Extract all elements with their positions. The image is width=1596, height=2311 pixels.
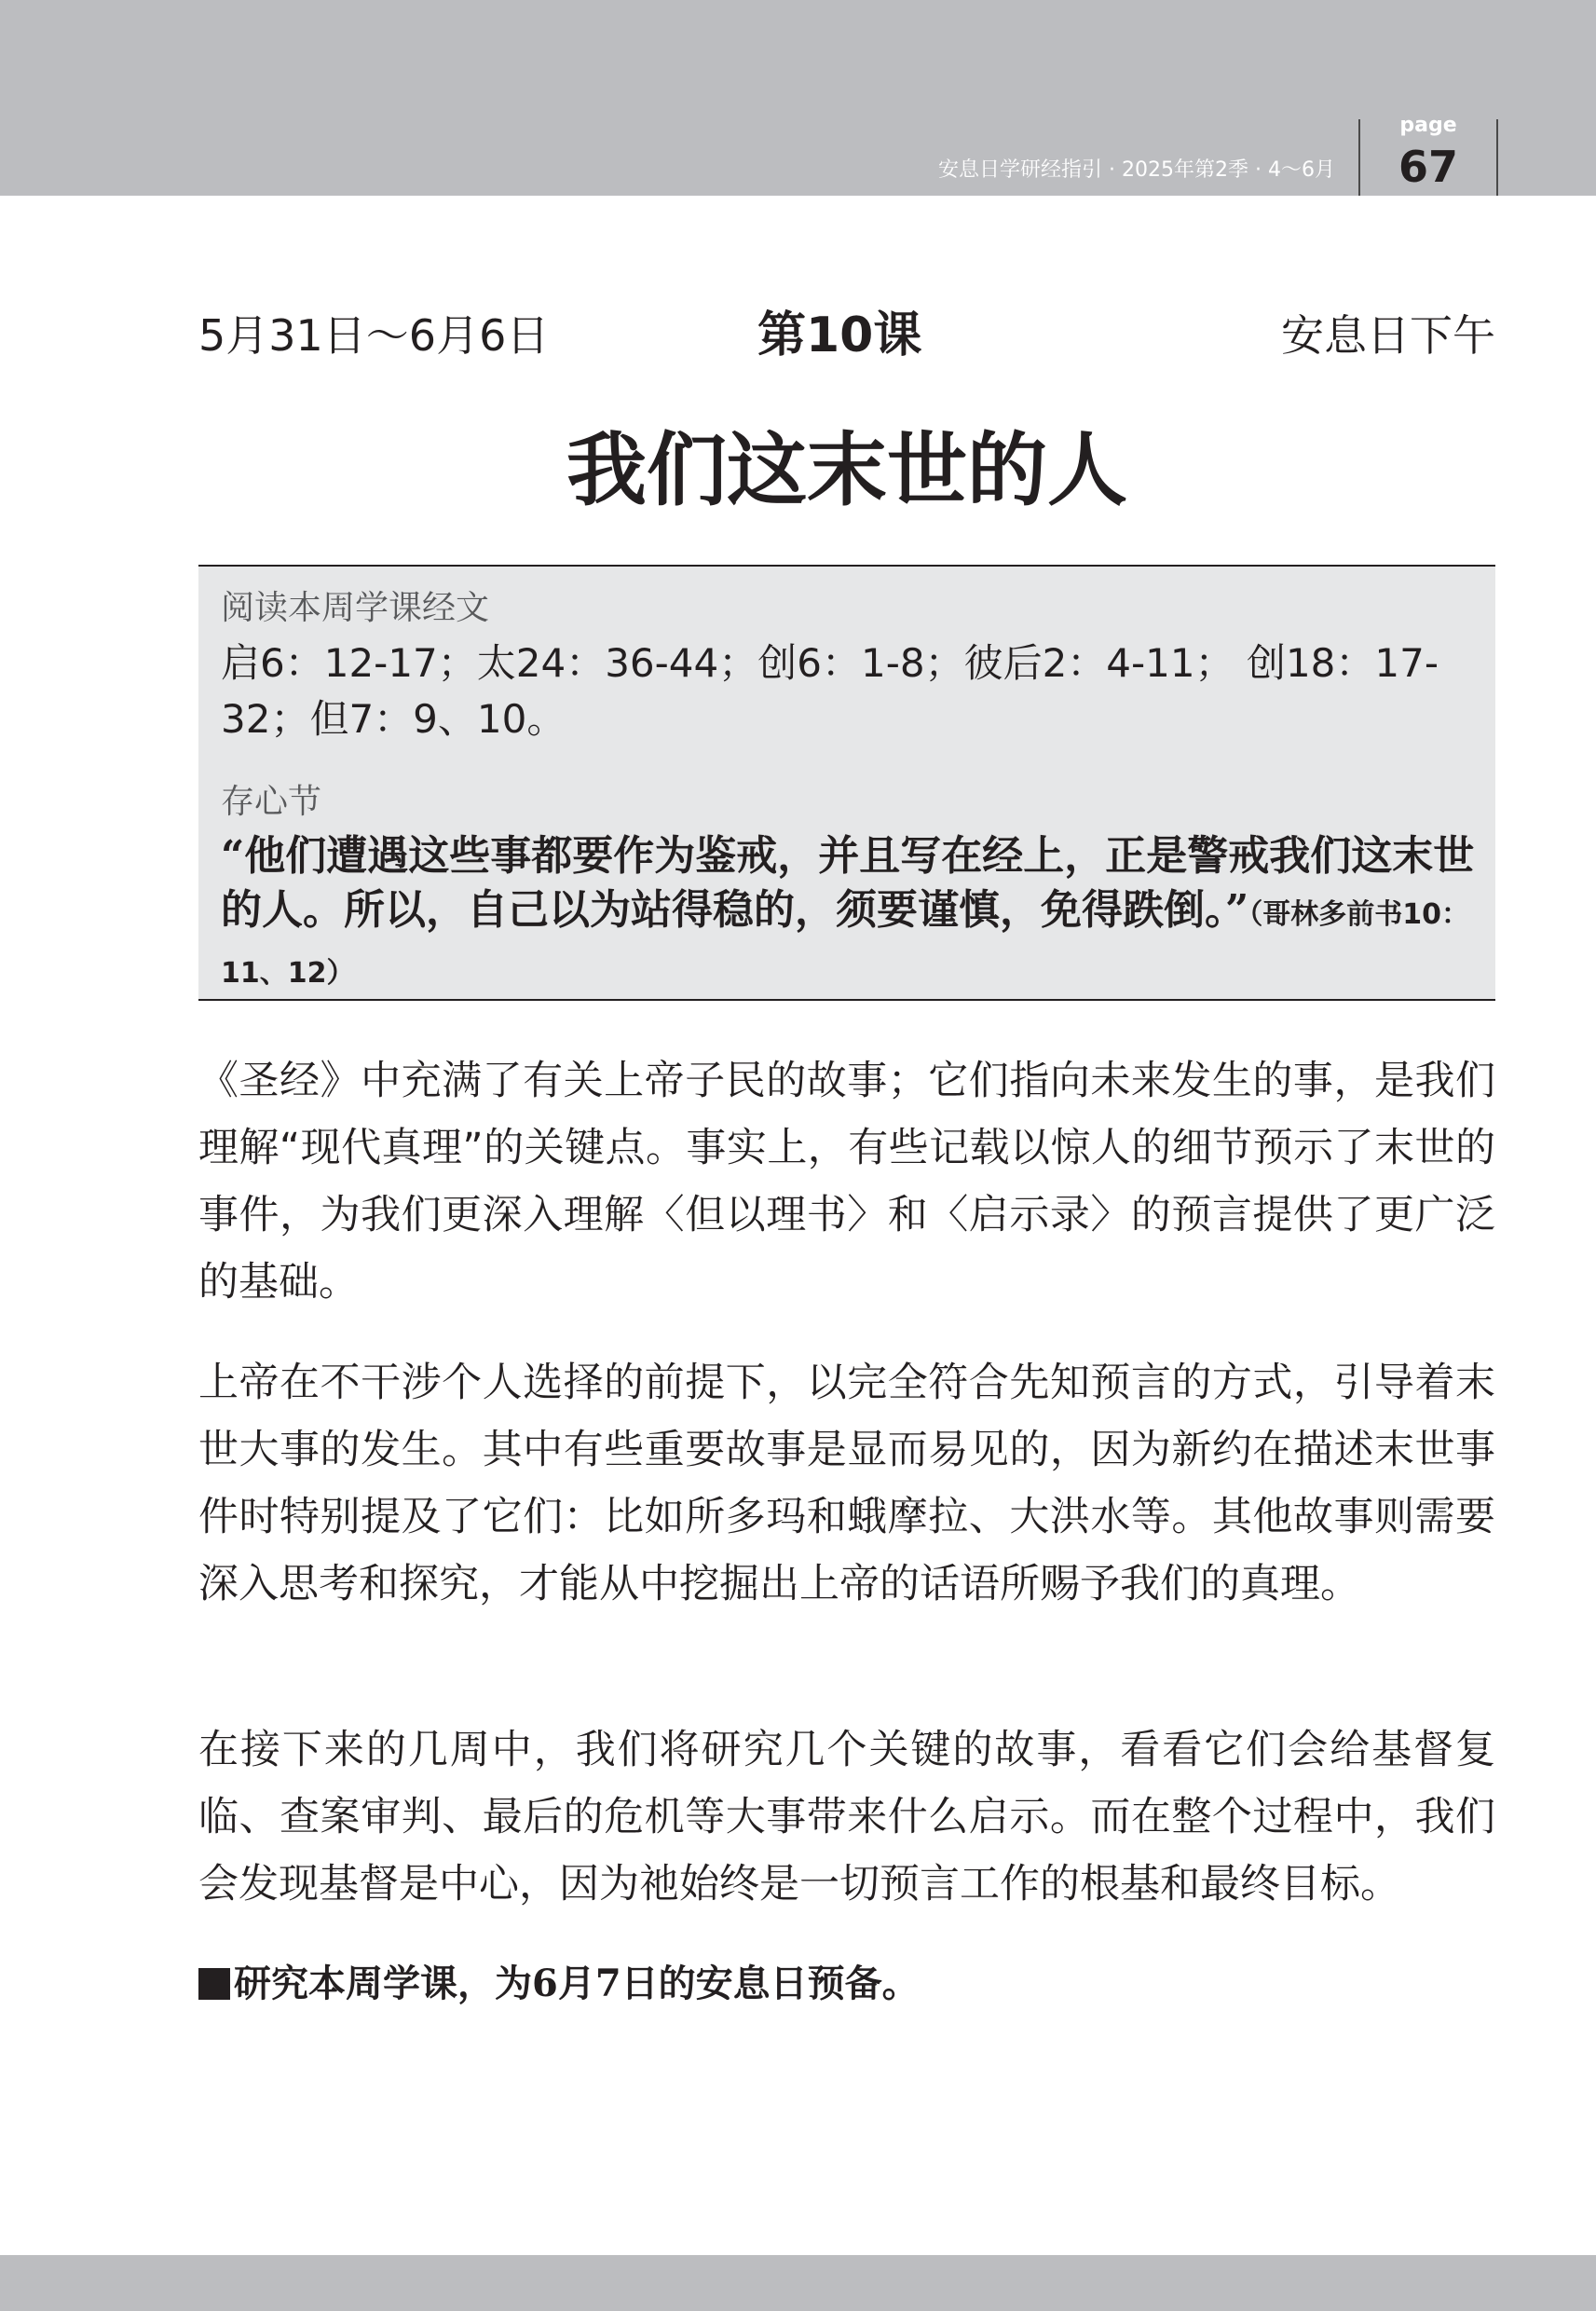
lesson-number: 第10课 [757, 308, 922, 363]
study-note [198, 1954, 1495, 2014]
body-paragraph-1: 《圣经》中充满了有关上帝子民的故事；它们指向未来发生的事，是我们理解“现代真理”的关键点。事实上，有些记载以惊人的细节预示了末世的事件，为我们更深入理解〈但以理书〉和〈启示录〉的预言提供了更广泛的基础。 [198, 1058, 1495, 1306]
publication-subtitle: 安息日学研经指引 · 2025年第2季 · 4～6月 [938, 158, 1335, 182]
memory-verse-heading: 存心节 [221, 783, 322, 821]
reading-text: 启6：12-17；太24：36-44；创6：1-8；彼后2：4-11； 创18：17-32；但7：9、10。 [221, 640, 1439, 742]
square-bullet-icon [198, 1968, 230, 2000]
reading-heading: 阅读本周学课经文 [221, 589, 490, 627]
page-label: page [1399, 114, 1457, 137]
memory-verse-reference: （哥林多前书10：11、12） [221, 898, 1470, 990]
memory-verse [221, 829, 1479, 1001]
header-band [0, 0, 1596, 196]
page-box-divider [1358, 119, 1360, 196]
body-paragraph-3: 在接下来的几周中，我们将研究几个关键的故事，看看它们会给基督复临、查案审判、最后的危机等大事带来什么启示。而在整个过程中，我们会发现基督是中心，因为祂始终是一切预言工作的根基和最终目标。 [198, 1727, 1495, 1908]
lesson-dates: 5月31日～6月6日 [198, 310, 550, 361]
reading-box [198, 565, 1495, 1001]
page-number: 67 [1398, 142, 1458, 192]
lesson-day: 安息日下午 [1281, 310, 1495, 361]
lesson-title: 我们这末世的人 [566, 423, 1127, 517]
memory-verse-text: “他们遭遇这些事都要作为鉴戒，并且写在经上，正是警戒我们这末世的人。所以，自己以为站得稳的，须要谨慎，免得跌倒。” [221, 832, 1475, 934]
lesson-info-row [198, 308, 1495, 363]
study-note-text: 研究本周学课，为6月7日的安息日预备。 [234, 1962, 920, 2005]
page-box-right-border [1496, 119, 1498, 196]
body-paragraph-2: 上帝在不干涉个人选择的前提下，以完全符合先知预言的方式，引导着末世大事的发生。其中有些重要故事是显而易见的，因为新约在描述末世事件时特别提及了它们：比如所多玛和蛾摩拉、大洪水等。其他故事则需要深入思考和探究，才能从中挖掘出上帝的话语所赐予我们的真理。 [198, 1360, 1495, 1607]
footer-band [0, 2255, 1596, 2311]
